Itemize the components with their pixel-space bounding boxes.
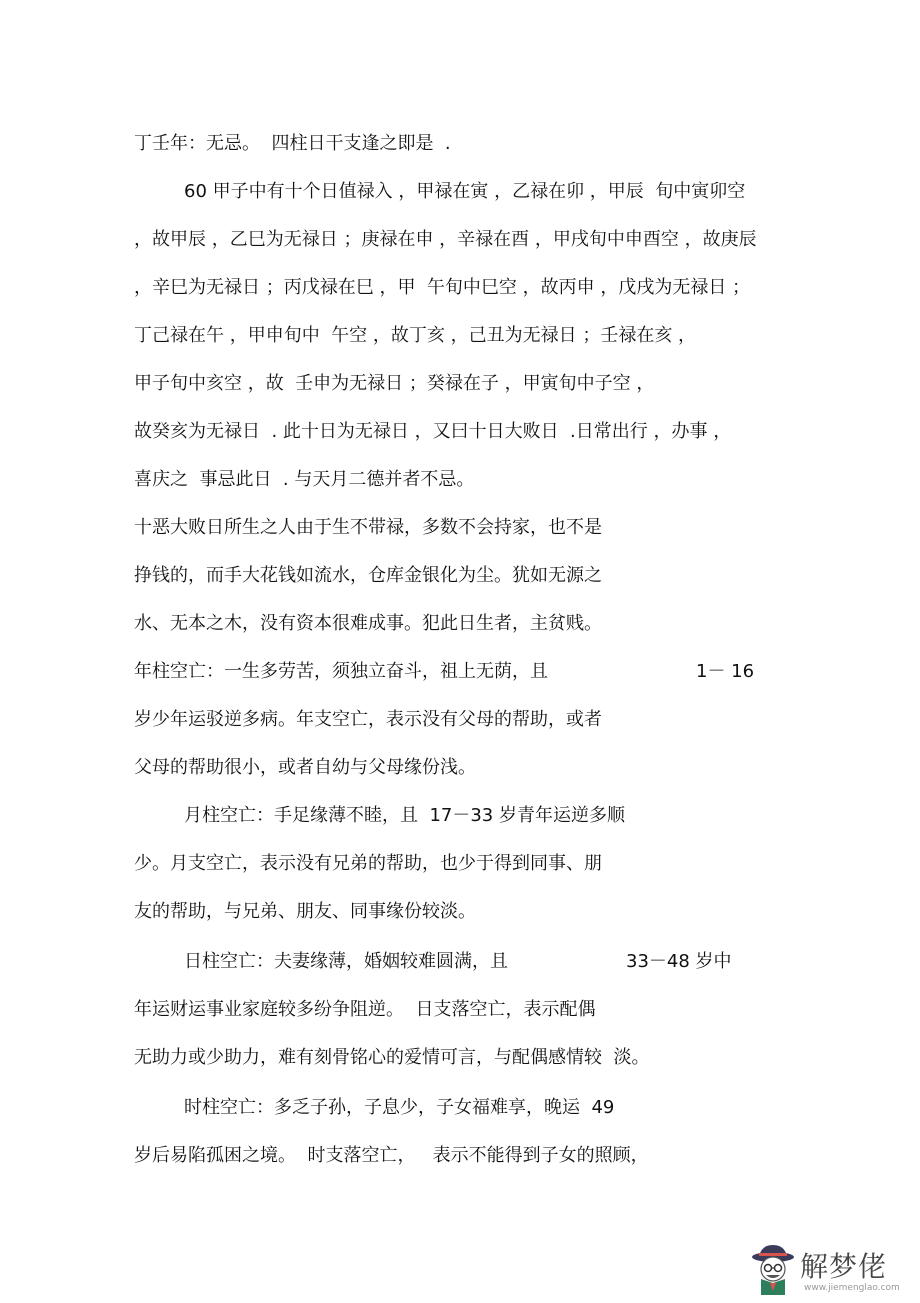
text-line: 挣钱的，而手大花钱如流水，仓库金银化为尘。犹如无源之 xyxy=(134,565,602,586)
text-line: ，故甲辰 ，乙巳为无禄日 ；庚禄在申 ，辛禄在酉 ，甲戌旬中申酉空 ，故庚辰 xyxy=(134,229,757,250)
text-line: ，辛巳为无禄日 ；丙戊禄在巳 ，甲 午旬中巳空 ，故丙申 ，戊戌为无禄日 ； xyxy=(134,277,751,298)
text-line: 父母的帮助很小，或者自幼与父母缘份浅。 xyxy=(134,757,476,778)
text-line: 岁少年运驳逆多病。年支空亡，表示没有父母的帮助，或者 xyxy=(134,709,602,730)
text-line: 1－ 16 xyxy=(696,661,755,682)
text-line: 少。月支空亡，表示没有兄弟的帮助，也少于得到同事、朋 xyxy=(134,853,602,874)
text-line: 友的帮助，与兄弟、朋友、同事缘份较淡。 xyxy=(134,901,476,922)
text-line: 日柱空亡：夫妻缘薄，婚姻较难圆满，且 xyxy=(184,951,508,972)
text-line: 喜庆之 事忌此日 . 与天月二德并者不忌。 xyxy=(134,469,475,490)
text-line: 甲子旬中亥空 ，故 壬申为无禄日 ；癸禄在子 ，甲寅旬中子空 ， xyxy=(134,373,655,394)
brand-url: www.jiemenglao.com xyxy=(804,1283,900,1293)
text-line: 十恶大败日所生之人由于生不带禄，多数不会持家，也不是 xyxy=(134,517,602,538)
text-line: 无助力或少助力，难有刻骨铭心的爱情可言，与配偶感情较 淡。 xyxy=(134,1047,650,1068)
text-line: 故癸亥为无禄日 . 此十日为无禄日 ，又曰十日大败日 .日常出行 ，办事 ， xyxy=(134,421,732,442)
text-line: 60 甲子中有十个日值禄入 ，甲禄在寅 ，乙禄在卯 ，甲辰 旬中寅卯空 xyxy=(184,181,746,202)
text-line: 月柱空亡：手足缘薄不睦，且 17－33 岁青年运逆多顺 xyxy=(184,805,625,826)
text-line: 丁己禄在午 ，甲申旬中 午空 ，故丁亥 ，己丑为无禄日 ；壬禄在亥 ， xyxy=(134,325,697,346)
text-line: 年柱空亡：一生多劳苦，须独立奋斗，祖上无荫，且 xyxy=(134,661,548,682)
text-line: 岁后易陷孤困之境。 时支落空亡， 表示不能得到子女的照顾， xyxy=(134,1145,649,1166)
brand-name: 解梦佬 xyxy=(800,1250,888,1283)
text-line: 时柱空亡：多乏子孙，子息少，子女福难享，晚运 49 xyxy=(184,1097,615,1118)
detective-mascot-icon xyxy=(750,1243,796,1297)
text-line: 水、无本之木，没有资本很难成事。犯此日生者，主贫贱。 xyxy=(134,613,602,634)
text-line: 33－48 岁中 xyxy=(626,951,732,972)
watermark-logo xyxy=(750,1243,910,1299)
text-line: 丁壬年：无忌。 四柱日干支逢之即是 . xyxy=(134,133,451,154)
text-line: 年运财运事业家庭较多纷争阻逆。 日支落空亡，表示配偶 xyxy=(134,999,596,1020)
